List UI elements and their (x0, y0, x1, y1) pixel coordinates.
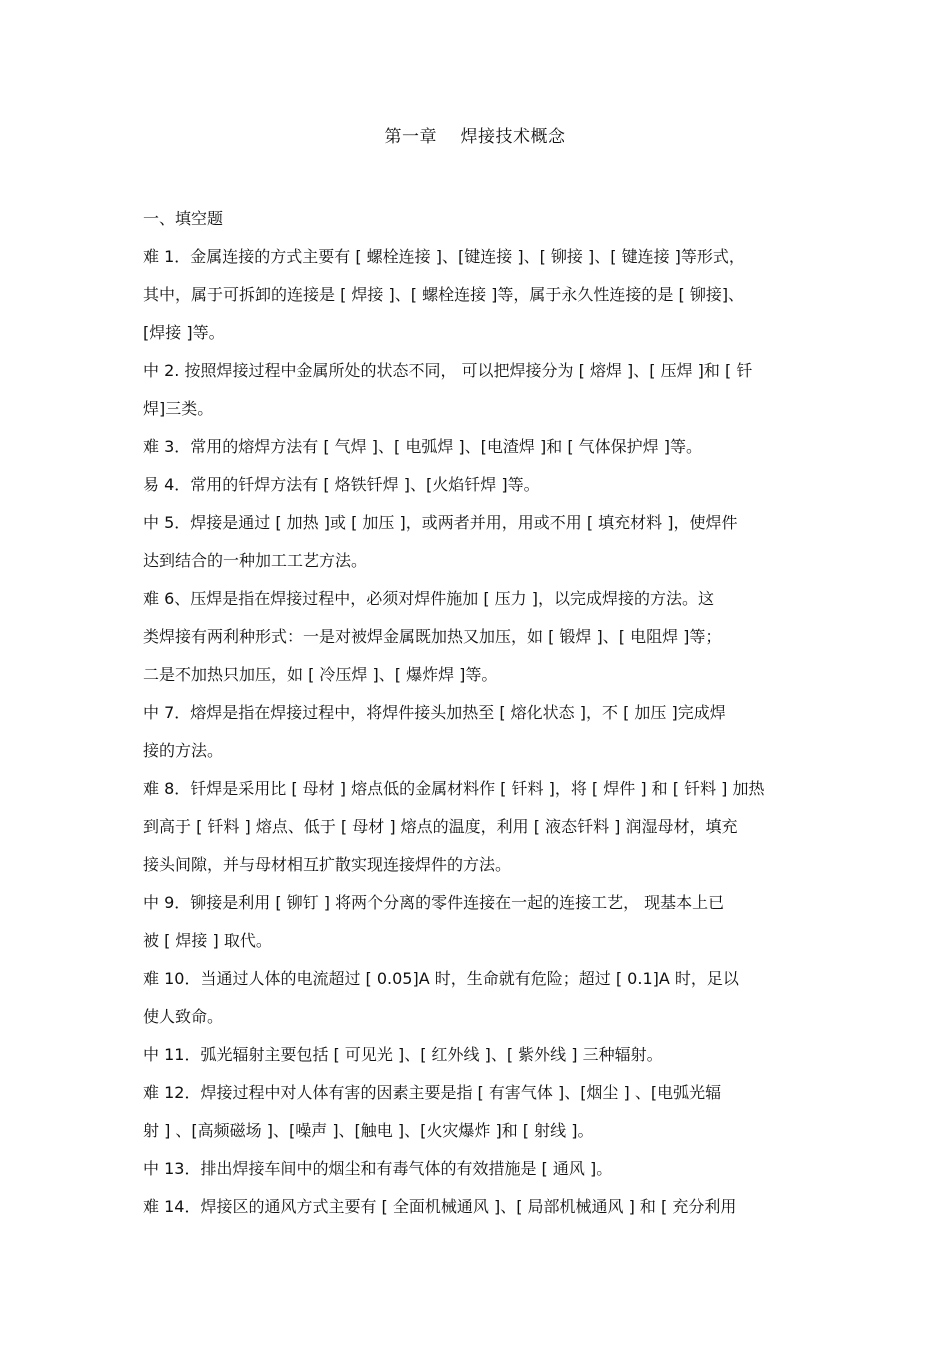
text-line: 中 11．弧光辐射主要包括 [ 可见光 ]、[ 红外线 ]、[ 紫外线 ] 三种辐射。 (143, 1045, 663, 1064)
text-line: 到高于 [ 钎料 ] 熔点、低于 [ 母材 ] 熔点的温度，利用 [ 液态钎料 ] 润湿母材，填充 (143, 817, 738, 836)
text-line: [焊接 ]等。 (143, 323, 225, 342)
text-line: 接头间隙，并与母材相互扩散实现连接焊件的方法。 (143, 855, 512, 874)
text-line: 达到结合的一种加工工艺方法。 (143, 551, 368, 570)
text-line: 其中，属于可拆卸的连接是 [ 焊接 ]、[ 螺栓连接 ]等，属于永久性连接的是 [ 铆接]、 (143, 285, 745, 304)
text-line: 难 6、压焊是指在焊接过程中，必须对焊件施加 [ 压力 ]，以完成焊接的方法。这 (143, 589, 715, 608)
chapter-title: 第一章 焊接技术概念 (384, 127, 566, 147)
text-line: 类焊接有两利种形式：一是对被焊金属既加热又加压，如 [ 锻焊 ]、[ 电阻焊 ]等； (143, 627, 722, 646)
text-line: 射 ] 、[高频磁场 ]、[噪声 ]、[触电 ]、[火灾爆炸 ]和 [ 射线 ]。 (143, 1121, 594, 1140)
text-line: 难 3．常用的熔焊方法有 [ 气焊 ]、[ 电弧焊 ]、[电渣焊 ]和 [ 气体保护焊 ]等。 (143, 437, 702, 456)
text-line: 中 7．熔焊是指在焊接过程中，将焊件接头加热至 [ 熔化状态 ]，不 [ 加压 ]完成焊 (143, 703, 726, 722)
text-line: 易 4．常用的钎焊方法有 [ 烙铁钎焊 ]、[火焰钎焊 ]等。 (143, 475, 540, 494)
section-heading: 一、填空题 (143, 209, 224, 228)
text-line: 难 14．焊接区的通风方式主要有 [ 全面机械通风 ]、[ 局部机械通风 ] 和 [ 充分利用 (143, 1197, 737, 1216)
text-line: 中 13．排出焊接车间中的烟尘和有毒气体的有效措施是 [ 通风 ]。 (143, 1159, 613, 1178)
text-line: 中 9．铆接是利用 [ 铆钉 ] 将两个分离的零件连接在一起的连接工艺， 现基本上已 (143, 893, 725, 912)
text-line: 难 8．钎焊是采用比 [ 母材 ] 熔点低的金属材料作 [ 钎料 ]，将 [ 焊件 ] 和 [ 钎料 ] 加热 (143, 779, 765, 798)
text-line: 使人致命。 (143, 1007, 224, 1026)
text-line: 被 [ 焊接 ] 取代。 (143, 931, 272, 950)
text-line: 难 10．当通过人体的电流超过 [ 0.05]A 时，生命就有危险；超过 [ 0.1]A 时，足以 (143, 969, 739, 988)
text-line: 焊]三类。 (143, 399, 214, 418)
text-line: 二是不加热只加压，如 [ 冷压焊 ]、[ 爆炸焊 ]等。 (143, 665, 498, 684)
text-line: 接的方法。 (143, 741, 224, 760)
document-body (143, 200, 811, 1226)
text-line: 难 12．焊接过程中对人体有害的因素主要是指 [ 有害气体 ]、[烟尘 ] 、[电弧光辐 (143, 1083, 722, 1102)
text-line: 难 1．金属连接的方式主要有 [ 螺栓连接 ]、[键连接 ]、[ 铆接 ]、[ 键连接 ]等形式， (143, 247, 745, 266)
text-line: 中 5．焊接是通过 [ 加热 ]或 [ 加压 ]，或两者并用，用或不用 [ 填充材料 ]，使焊件 (143, 513, 738, 532)
text-line: 中 2. 按照焊接过程中金属所处的状态不同， 可以把焊接分为 [ 熔焊 ]、[ 压焊 ]和 [ 钎 (143, 361, 753, 380)
